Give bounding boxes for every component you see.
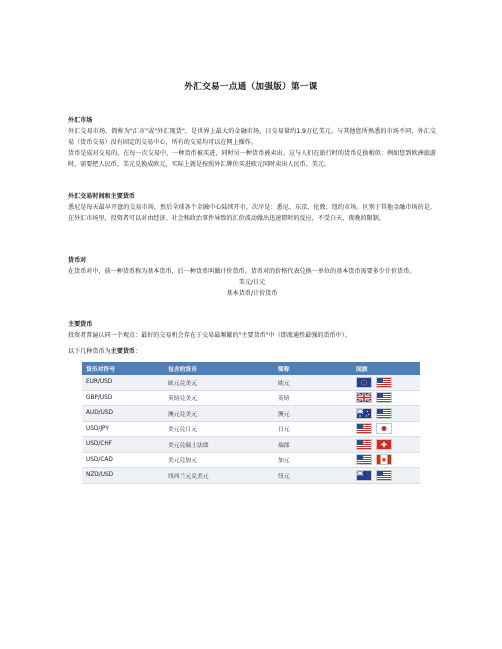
section-heading: 主要货币 [68, 321, 93, 328]
pair-flags [352, 421, 420, 437]
us-flag-icon [356, 454, 372, 465]
pair-symbol: USD/JPY [82, 421, 164, 437]
table-row [82, 390, 420, 406]
pair-short-name: 澳元 [274, 406, 352, 422]
pair-description: 澳元兑美元 [164, 406, 274, 422]
pair-short-name: 欧元 [274, 375, 352, 390]
nz-flag-icon [356, 470, 372, 481]
flags-group [356, 439, 416, 450]
section-forex-market [68, 115, 436, 170]
paragraph: 投资者普遍认同一个观点：最好的交易机会存在于交易最频繁的"主要货币"中（即流通性最强的货币中）。 [68, 332, 351, 339]
us-flag-icon [376, 470, 392, 481]
us-flag-icon [376, 377, 392, 388]
jp-flag-icon [376, 423, 392, 434]
flags-group [356, 392, 416, 403]
pair-short-name: 纽元 [274, 468, 352, 484]
pair-flags [352, 452, 420, 468]
pair-symbol: USD/CAD [82, 452, 164, 468]
pair-symbol: USD/CHF [82, 437, 164, 453]
eu-flag-icon [356, 377, 372, 388]
flags-group [356, 454, 416, 465]
pair-symbol: AUD/USD [82, 406, 164, 422]
table-intro [68, 346, 141, 355]
major-pairs-table [82, 362, 420, 484]
pair-description: 美元兑加元 [164, 452, 274, 468]
pair-short-name: 加元 [274, 452, 352, 468]
table-row [82, 437, 420, 453]
table-row [82, 406, 420, 422]
pair-flags [352, 390, 420, 406]
flags-group [356, 423, 416, 434]
column-header-short: 简称 [274, 362, 352, 375]
pair-description: 欧元兑美元 [164, 375, 274, 390]
flags-group [356, 377, 416, 388]
table-row [82, 375, 420, 390]
pair-flags [352, 406, 420, 422]
column-header-flags: 国旗 [352, 362, 420, 375]
table-row [82, 452, 420, 468]
section-currency-pairs [68, 255, 436, 299]
pair-description: 美元兑瑞士法郎 [164, 437, 274, 453]
page-title: 外汇交易一点通（加强版）第一课 [184, 82, 318, 92]
section-major-currencies [68, 319, 436, 341]
column-header-symbol: 货币对符号 [82, 362, 164, 375]
table-row [82, 421, 420, 437]
au-flag-icon [356, 408, 372, 419]
us-flag-icon [376, 408, 392, 419]
intro-prefix: 以下几种货币为 [68, 348, 111, 355]
pair-flags [352, 468, 420, 484]
paragraph: 货币是成对交易的。在每一次交易中，一种货币被买进，同时另一种货币被卖出。这与人们在旅行时的货币兑换相似：例如您到欧洲旅游时，需要把人民币、美元兑换成欧元，实际上就是按照外汇牌价买进欧元同时卖出人民币、美元。 [68, 150, 436, 168]
flags-group [356, 408, 416, 419]
intro-suffix: ： [135, 348, 142, 355]
us-flag-icon [376, 392, 392, 403]
pair-flags [352, 437, 420, 453]
pair-symbol: NZD/USD [82, 468, 164, 484]
formula-example: 美元/日元 [238, 279, 266, 286]
us-flag-icon [356, 439, 372, 450]
formula-definition: 基本货币/计价货币 [226, 290, 278, 297]
pair-description: 英镑兑美元 [164, 390, 274, 406]
paragraph: 在货币对中，前一种货币称为基本货币，后一种货币叫做计价货币。货币对的价格代表兑换一单位的基本货币需要多少计价货币。 [68, 268, 416, 275]
section-trading-hours [68, 191, 436, 224]
pair-symbol: GBP/USD [82, 390, 164, 406]
section-heading: 外汇市场 [68, 117, 93, 124]
section-heading: 货币对 [68, 257, 87, 264]
us-flag-icon [356, 423, 372, 434]
ch-flag-icon [376, 439, 392, 450]
paragraph: 悉尼是每天最早开盘的交易市场，然后全球各个金融中心陆续开市，次序是：悉尼、东京、伦敦、纽约市场。区别于其他金融市场的是，在外汇市场里，投资者可以对由经济、社会和政治事件导致的汇价波动做出迅速即时的反应，不受白天、夜晚的限制。 [68, 204, 436, 222]
section-heading: 外汇交易时间和主要货币 [68, 193, 136, 200]
pair-short-name: 日元 [274, 421, 352, 437]
pair-description: 纽西兰元兑美元 [164, 468, 274, 484]
ca-flag-icon [376, 454, 392, 465]
paragraph: 外汇交易市场，简称为"汇市"或"外汇现货"，是世界上最大的金融市场，日交易量约1.9万亿美元。与其他您所熟悉的市场不同，外汇交易（货币交易）没有固定的交易中心，所有的交易均可以在网上操作。 [68, 128, 436, 146]
column-header-currencies: 包含的货币 [164, 362, 274, 375]
pair-short-name: 英镑 [274, 390, 352, 406]
pair-symbol: EUR/USD [82, 375, 164, 390]
pair-description: 美元兑日元 [164, 421, 274, 437]
intro-bold: 主要货币 [110, 348, 136, 355]
flags-group [356, 470, 416, 481]
pair-short-name: 瑞郎 [274, 437, 352, 453]
table-row [82, 468, 420, 484]
table-header-row [82, 362, 420, 375]
pair-flags [352, 375, 420, 390]
uk-flag-icon [356, 392, 372, 403]
